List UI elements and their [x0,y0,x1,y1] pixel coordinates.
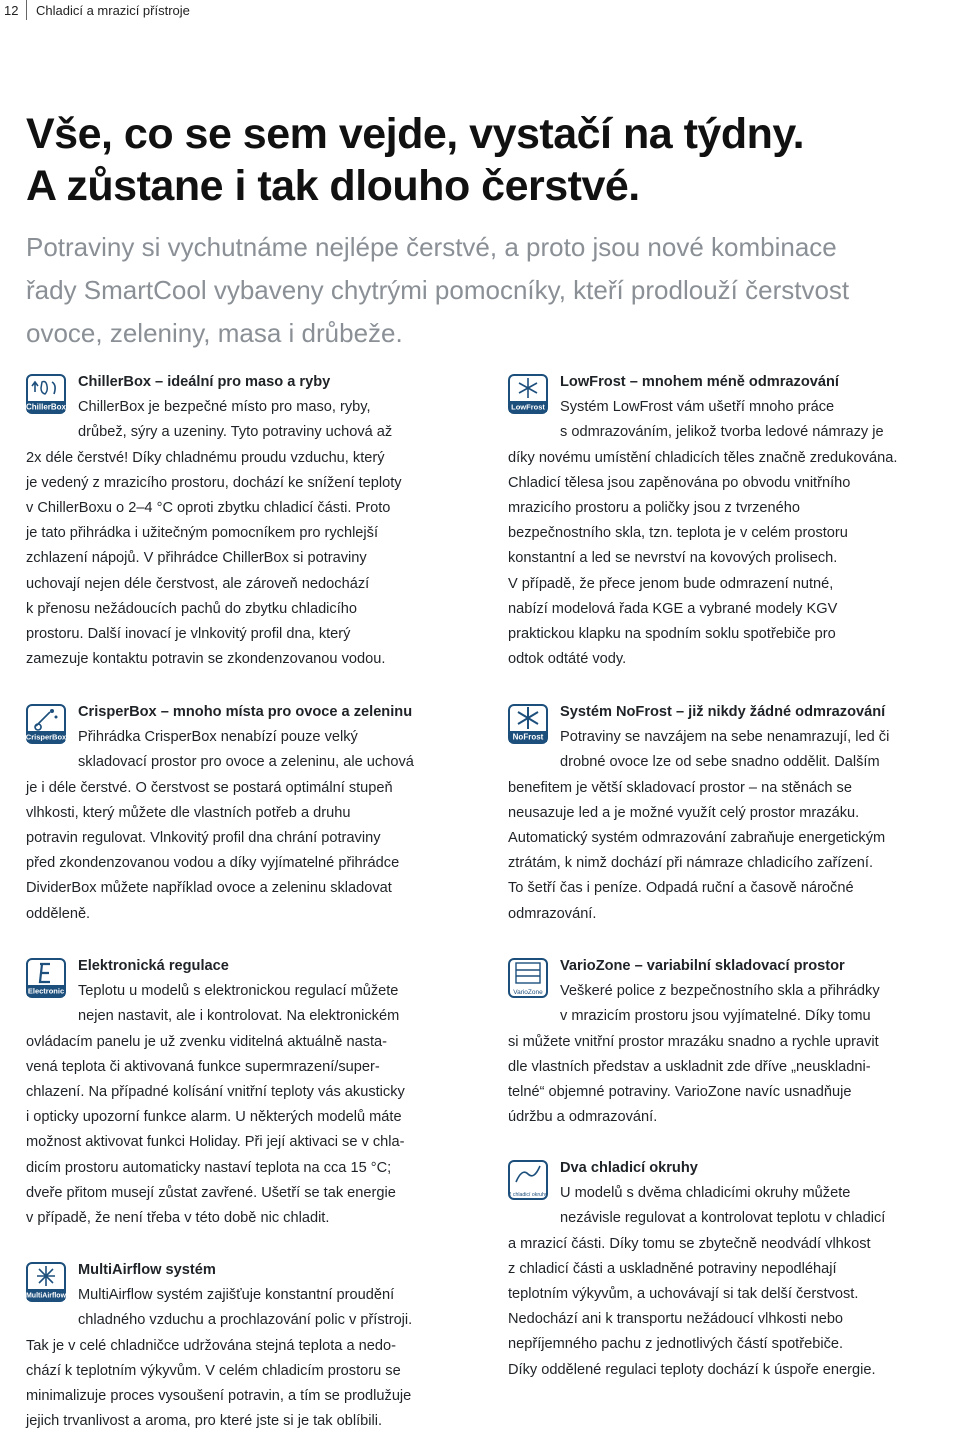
section-text-line: ChillerBox je bezpečné místo pro maso, ryby, [78,399,371,416]
section-text-line: bezpečnostního skla, tzn. teplota je v celém prostoru [508,525,848,542]
section-text-line: potravin regulovat. Vlnkovitý profil dna chrání potraviny [26,830,381,847]
section-text-line: jejich trvanlivost a aroma, pro které jste si je tak oblíbili. [26,1413,383,1430]
page-number: 12 [4,3,19,18]
section-dual-cooling [508,1156,960,1383]
section-text-line: mrazicího prostoru a poličky jsou z tvrzeného [508,500,801,517]
section-text-line: nejen nastavit, ale i kontrolovat. Na elektronickém [78,1008,400,1025]
section-multiairflow [26,1258,486,1434]
section-text-line: zamezuje kontaktu potravin se zkondenzovanou vodou. [26,651,386,668]
section-lowfrost [508,370,960,672]
section-text-line: Nedochází ani k transportu nežádoucí vlhkosti nebo [508,1311,844,1328]
icon-label: CrisperBox [26,732,66,742]
page-title-line: A zůstane i tak dlouho čerstvé. [26,162,640,210]
section-text-line: prostoru. Další inovací je vlnkovitý profil dna, který [26,626,351,643]
section-chillerbox [26,370,466,672]
section-text-line: chladného vzduchu a prochlazování polic v přístroji. [78,1312,413,1329]
section-text-line: benefitem je větší skladovací prostor – na stěnách se [508,779,852,796]
section-text-line: drůbež, sýry a uzeniny. Tyto potraviny uchová až [78,424,393,441]
section-text-line: je vedený z mrazicího prostoru, dochází ke snížení teploty [26,474,402,491]
section-text-line: skladovací prostor pro ovoce a zeleninu, ale uchová [78,754,414,771]
section-text-line: Systém LowFrost vám ušetří mnoho práce [560,399,835,416]
section-title: VarioZone – variabilní skladovací prostor [560,958,845,974]
section-text-line: vlhkosti, který můžete dle vlastních potřeb a druhu [26,804,351,821]
section-text-line: konstantní a led se nevrství na kovových prolisech. [508,550,838,567]
page-title [26,108,804,212]
section-text-line: v případě, že není třeba v této době nic chladit. [26,1210,330,1227]
intro-line: Potraviny si vychutnáme nejlépe čerstvé, a proto jsou nové kombinace [26,232,837,262]
section-text-line: a mrazicí části. Díky tomu se zbytečně neodvádí vlhkost [508,1235,871,1252]
section-text-line: V případě, že přece jenom bude odmrazení nutné, [508,575,834,592]
section-text-line: neusazuje led a je možné využít celý prostor mrazáku. [508,804,860,821]
section-text-line: odtok odtáté vody. [508,651,627,668]
icon-label: ChillerBox [26,402,66,412]
section-text-line: Tak je v celé chladničce udržována stejná teplota a nedo- [26,1337,396,1354]
section-text-line: Teplotu u modelů s elektronickou regulací můžete [78,983,399,1000]
section-text-line: minimalizuje proces vysoušení potravin, a tím se prodlužuje [26,1388,412,1405]
page-header [0,0,960,22]
section-text-line: MultiAirflow systém zajišťuje konstantní proudění [78,1287,395,1304]
section-text-line: ovládacím panelu je už zvenku viditelná aktuálně nasta- [26,1033,388,1050]
section-text-line: To šetří čas i peníze. Odpadá ruční a časově náročné [508,880,854,897]
section-title: Elektronická regulace [78,958,229,974]
icon-label: Electronic [27,986,65,996]
section-text-line: je tato přihrádka i užitečným pomocníkem pro rychlejší [26,525,379,542]
section-text-line: před zkondenzovanou vodou a díky vyjímatelné přihrádce [26,855,400,872]
section-text-line: drobné ovoce lze od sebe snadno oddělit. Dalším [560,754,880,771]
section-text-line: nezávisle regulovat a kontrolovat teplotu v chladicí [560,1210,886,1227]
page-title-line: Vše, co se sem vejde, vystačí na týdny. [26,110,805,158]
section-text-line: DividerBox můžete například ovoce a zeleninu skladovat [26,880,392,897]
intro-paragraph [26,226,956,355]
icon-label: 2 chladicí okruhy [508,1192,548,1198]
section-text-line: uchovají nejen déle čerstvost, ale zároveň nedochází [26,575,370,592]
section-text-line: dveře přitom musejí zůstat zavřené. Ušetří se tak energie [26,1184,396,1201]
section-text-line: dle vlastních představ a uskladnit zde dříve „neuskladni- [508,1058,871,1075]
intro-line: řady SmartCool vybaveny chytrými pomocníky, kteří prodlouží čerstvost [26,275,850,305]
section-text-line: díky novému umístění chladicích těles značně zredukována. [508,449,898,466]
section-text-line: Potraviny se navzájem na sebe nenamrazují, led či [560,729,890,746]
section-text-line: nepříjemného pachu z jednotlivých částí spotřebiče. [508,1336,844,1353]
icon-label: VarioZone [513,989,543,996]
section-text-line: možnost aktivovat funkci Holiday. Při její aktivaci se v chla- [26,1134,405,1151]
section-title: Systém NoFrost – již nikdy žádné odmrazování [560,704,886,720]
section-text-line: s odmrazováním, jelikož tvorba ledové námrazy je [560,424,884,441]
section-text-line: odmrazování. [508,905,597,922]
icon-label: LowFrost [511,402,545,412]
section-text-line: telné“ objemné potraviny. VarioZone navíc usnadňuje [508,1084,852,1101]
section-text-line: Chladicí tělesa jsou zapěnována po obvodu vnitřního [508,474,851,491]
section-name: Chladicí a mrazicí přístroje [36,3,190,18]
section-text-line: Díky oddělené regulaci teploty dochází k úspoře energie. [508,1361,876,1378]
section-text-line: údržbu a odmrazování. [508,1109,658,1126]
section-text-line: nabízí modelová řada KGE a vybrané modely KGV [508,600,838,617]
section-text-line: Veškeré police z bezpečnostního skla a přihrádky [560,983,880,1000]
section-text-line: k přenosu nežádoucích pachů do zbytku chladicího [26,600,358,617]
section-text-line: v ChillerBoxu o 2–4 °C oproti zbytku chladicí části. Proto [26,500,391,517]
section-title: Dva chladicí okruhy [560,1160,698,1176]
section-variozone [508,954,960,1130]
section-text-line: teplotním výkyvům, a uchovávají si tak delší čerstvost. [508,1286,859,1303]
section-text-line: 2x déle čerstvé! Díky chladnému proudu vzduchu, který [26,449,385,466]
section-text-line: i opticky upozorní funkce alarm. U některých modelů máte [26,1109,402,1126]
intro-line: ovoce, zeleniny, masa i drůbeže. [26,318,403,348]
section-text-line: si můžete vnitřní prostor mrazáku snadno a rychle upravit [508,1033,879,1050]
section-title: CrisperBox – mnoho místa pro ovoce a zeleninu [78,704,413,720]
section-text-line: U modelů s dvěma chladicími okruhy můžete [560,1185,851,1202]
section-title: ChillerBox – ideální pro maso a ryby [78,374,331,390]
section-text-line: odděleně. [26,905,91,922]
header-divider [26,0,27,20]
icon-label: MultiAirflow [26,1292,66,1300]
section-text-line: praktickou klapku na spodním soklu spotřebiče pro [508,626,836,643]
section-text-line: ztrátám, k nimž dochází při námraze chladicího zařízení. [508,855,873,872]
section-text-line: Automatický systém odmrazování zabraňuje energetickým [508,830,886,847]
section-text-line: chází k teplotním výkyvům. V celém chladicím prostoru se [26,1362,401,1379]
section-text-line: z chladicí části a uskladněné potraviny nepodléhají [508,1260,837,1277]
icon-label: NoFrost [512,732,544,742]
section-text-line: vená teplota či aktivovaná funkce supermrazení/super- [26,1058,380,1075]
section-text-line: zchlazení nápojů. V přihrádce ChillerBox si potraviny [26,550,367,567]
section-title: MultiAirflow systém [78,1262,216,1278]
section-text-line: Přihrádka CrisperBox nenabízí pouze velký [78,729,358,746]
section-crisperbox [26,700,476,927]
section-text-line: chlazení. Na případné kolísání vnitřní teploty vás akusticky [26,1084,405,1101]
section-nofrost [508,700,960,927]
section-text-line: v mrazicím prostoru jsou vyjímatelné. Díky tomu [560,1008,871,1025]
section-electronic [26,954,476,1231]
section-text-line: dicím prostoru automaticky nastaví teplota na cca 15 °C; [26,1159,392,1176]
section-text-line: je i déle čerstvé. O čerstvost se postará optimální stupeň [26,779,393,796]
section-title: LowFrost – mnohem méně odmrazování [560,374,839,390]
